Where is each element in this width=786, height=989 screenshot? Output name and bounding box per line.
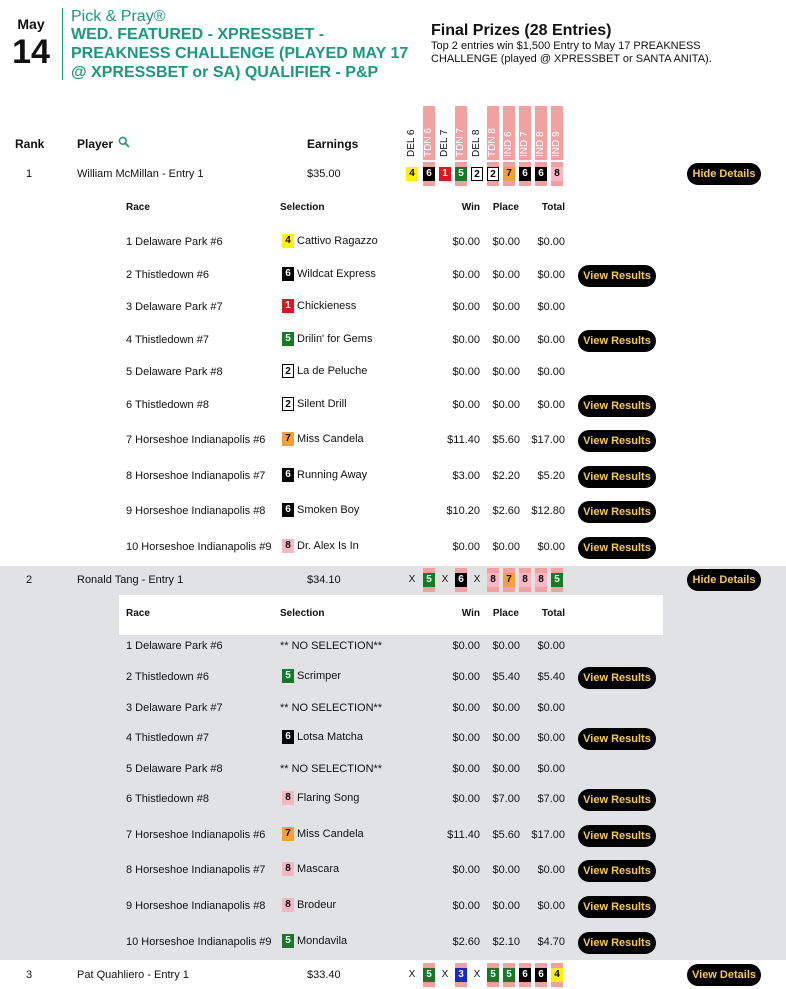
contest-title: WED. FEATURED - XPRESSBET - PREAKNESS CHALLENGE (PLAYED MAY 17 @ XPRESSBET or SA) QUALIFIER - P&P [71,26,409,81]
detail-header-selection: Selection [280,202,325,213]
player-name[interactable]: Ronald Tang - Entry 1 [77,574,184,586]
selection-horse-name: Dr. Alex Is In [297,540,359,552]
payout-place: $0.00 [492,269,520,281]
pick-cell-4 [455,568,467,592]
race-header-7 [503,106,515,160]
view-results-button[interactable]: View Results [578,825,656,847]
payout-place: $0.00 [492,301,520,313]
pick-cell-6 [487,162,499,186]
detail-header-win: Win [461,608,480,619]
race-header-8 [519,106,531,160]
event-day: 14 [12,33,50,71]
pick-number-badge: 8 [519,573,531,587]
race-name: 4 Thistledown #7 [126,334,209,346]
race-header-5 [471,106,483,160]
view-results-button[interactable]: View Results [578,537,656,559]
event-month: May [17,16,45,32]
selection-horse-name: Flaring Song [297,792,360,804]
payout-total: $5.40 [537,671,565,683]
detail-header-race: Race [126,608,150,619]
payout-place: $0.00 [492,732,520,744]
race-detail-row [0,326,786,356]
detail-header-selection: Selection [280,608,325,619]
pick-number-badge: 6 [535,167,547,181]
payout-win: $0.00 [452,334,480,346]
selection [282,299,356,315]
hide-details-button[interactable]: Hide Details [687,569,761,591]
payout-total: $0.00 [537,702,565,714]
race-name: 6 Thistledown #8 [126,399,209,411]
race-name: 10 Horseshoe Indianapolis #9 [126,541,272,553]
pick-number-badge: 2 [487,167,499,181]
pick-cell-8 [519,568,531,592]
pick-cell-8 [519,162,531,186]
race-detail-row [0,358,786,388]
detail-header-race: Race [126,202,150,213]
payout-total: $5.20 [537,470,565,482]
race-detail-row [0,821,786,851]
selection-number-badge: 4 [282,234,294,248]
pick-cell-5 [471,963,483,987]
pick-cell-9 [535,162,547,186]
race-name: 3 Delaware Park #7 [126,702,223,714]
hide-details-button[interactable]: Hide Details [687,163,761,185]
pick-cell-2 [423,963,435,987]
selection-number-badge: 8 [282,862,294,876]
selection [282,827,364,843]
view-details-button[interactable]: View Details [687,964,761,986]
pick-cell-7 [503,162,515,186]
pick-cell-1 [406,568,418,592]
pick-cell-3 [439,963,451,987]
race-header-10 [551,106,563,160]
pick-cell-6 [487,963,499,987]
payout-total: $0.00 [537,334,565,346]
pick-cell-10 [551,162,563,186]
payout-place: $0.00 [492,334,520,346]
payout-total: $0.00 [537,763,565,775]
payout-place: $0.00 [492,702,520,714]
view-results-button[interactable]: View Results [578,667,656,689]
pick-number-badge: 8 [535,573,547,587]
race-detail-row [0,533,786,563]
payout-win: $0.00 [452,702,480,714]
payout-win: $0.00 [452,640,480,652]
race-name: 1 Delaware Park #6 [126,236,223,248]
payout-win: $0.00 [452,793,480,805]
no-pick-mark: X [408,969,416,980]
payout-win: $0.00 [452,301,480,313]
payout-place: $0.00 [492,640,520,652]
view-results-button[interactable]: View Results [578,501,656,523]
pick-cell-8 [519,963,531,987]
payout-win: $0.00 [452,864,480,876]
payout-place: $5.60 [492,829,520,841]
detail-header-win: Win [461,202,480,213]
payout-win: $3.00 [452,470,480,482]
no-selection-label: ** NO SELECTION** [280,640,383,652]
pick-cell-5 [471,162,483,186]
view-results-button[interactable]: View Results [578,330,656,352]
pick-cell-5 [471,568,483,592]
pick-cell-2 [423,162,435,186]
payout-total: $0.00 [537,900,565,912]
race-header-1 [406,106,418,160]
no-selection-label: ** NO SELECTION** [280,702,383,714]
view-results-button[interactable]: View Results [578,395,656,417]
race-name: 9 Horseshoe Indianapolis #8 [126,900,266,912]
payout-win: $10.20 [446,505,480,517]
payout-place: $0.00 [492,541,520,553]
pick-number-badge: 6 [535,968,547,982]
player-rank: 2 [26,574,33,586]
race-name: 10 Horseshoe Indianapolis #9 [126,936,272,948]
pick-number-badge: 8 [551,167,563,181]
selection-number-badge: 6 [282,503,294,517]
player-column-header: Player [77,137,114,151]
race-header-6 [487,106,499,160]
selection-horse-name: Scrimper [297,670,342,682]
race-header-label: TDN 6 [423,128,434,157]
no-pick-mark: X [473,574,481,585]
selection [282,539,359,555]
view-results-button[interactable]: View Results [578,430,656,452]
payout-total: $0.00 [537,864,565,876]
race-name: 8 Horseshoe Indianapolis #7 [126,864,266,876]
prize-title: Final Prizes (28 Entries) [431,22,612,39]
pick-number-badge: 7 [503,167,515,181]
selection [282,267,376,283]
payout-total: $0.00 [537,236,565,248]
pick-cell-4 [455,963,467,987]
pick-number-badge: 6 [423,167,435,181]
player-earnings: $33.40 [307,969,341,981]
selection-horse-name: Miss Candela [297,433,364,445]
selection-number-badge: 5 [282,934,294,948]
selection-horse-name: Running Away [297,469,368,481]
selection [282,898,336,914]
selection [282,934,347,950]
pick-cell-7 [503,963,515,987]
player-name[interactable]: William McMillan - Entry 1 [77,168,204,180]
payout-total: $4.70 [537,936,565,948]
selection-horse-name: Miss Candela [297,828,364,840]
race-name: 5 Delaware Park #8 [126,366,223,378]
payout-place: $0.00 [492,763,520,775]
selection [282,364,367,380]
pick-cell-9 [535,963,547,987]
pick-number-badge: 6 [519,167,531,181]
pick-number-badge: 5 [423,573,435,587]
detail-header-place: Place [492,608,519,619]
race-header-label: IND 8 [535,131,546,157]
payout-place: $0.00 [492,864,520,876]
no-pick-mark: X [473,969,481,980]
no-pick-mark: X [441,574,449,585]
payout-place: $0.00 [492,399,520,411]
selection-number-badge: 6 [282,267,294,281]
view-results-button[interactable]: View Results [578,932,656,954]
payout-place: $0.00 [492,236,520,248]
pick-cell-4 [455,162,467,186]
selection-horse-name: Wildcat Express [297,268,376,280]
view-results-button[interactable]: View Results [578,789,656,811]
race-header-3 [439,106,451,160]
selection-number-badge: 8 [282,791,294,805]
selection-number-badge: 5 [282,332,294,346]
payout-win: $0.00 [452,236,480,248]
view-results-button[interactable]: View Results [578,466,656,488]
no-pick-mark: X [441,969,449,980]
pick-number-badge: 4 [551,968,563,982]
payout-win: $0.00 [452,366,480,378]
race-header-label: TDN 7 [455,128,466,157]
race-name: 8 Horseshoe Indianapolis #7 [126,470,266,482]
race-detail-row [0,755,786,785]
race-detail-row [0,462,786,492]
selection-number-badge: 8 [282,539,294,553]
selection-horse-name: Smoken Boy [297,504,360,516]
race-header-label: DEL 8 [471,129,482,157]
payout-win: $0.00 [452,900,480,912]
rank-column-header: Rank [15,137,45,151]
payout-total: $0.00 [537,301,565,313]
selection-horse-name: Silent Drill [297,398,347,410]
payout-win: $0.00 [452,763,480,775]
race-detail-row [0,391,786,421]
selection [282,503,359,519]
pick-cell-3 [439,568,451,592]
selection-number-badge: 7 [282,827,294,841]
payout-total: $12.80 [531,505,565,517]
race-detail-row [0,228,786,258]
payout-place: $2.60 [492,505,520,517]
race-header-label: DEL 6 [406,129,417,157]
selection-number-badge: 7 [282,432,294,446]
player-name[interactable]: Pat Quahliero - Entry 1 [77,969,189,981]
payout-place: $0.00 [492,366,520,378]
detail-header-total: Total [541,202,565,213]
payout-total: $0.00 [537,399,565,411]
pick-number-badge: 8 [487,573,499,587]
pick-number-badge: 2 [471,167,483,181]
detail-header-place: Place [492,202,519,213]
detail-header-panel [119,595,663,635]
pick-number-badge: 5 [455,167,467,181]
selection-horse-name: Mondavila [297,935,348,947]
pick-number-badge: 6 [519,968,531,982]
selection [282,862,339,878]
selection-horse-name: Drilin' for Gems [297,333,373,345]
player-row-1 [0,162,786,186]
payout-total: $17.00 [531,829,565,841]
pick-cell-1 [406,963,418,987]
payout-total: $0.00 [537,269,565,281]
payout-total: $7.00 [537,793,565,805]
race-name: 2 Thistledown #6 [126,671,209,683]
selection-number-badge: 2 [282,364,294,378]
payout-win: $0.00 [452,269,480,281]
pick-cell-10 [551,963,563,987]
payout-win: $0.00 [452,671,480,683]
pick-cell-10 [551,568,563,592]
payout-win: $0.00 [452,541,480,553]
header-divider [62,8,63,80]
payout-total: $0.00 [537,640,565,652]
race-header-label: IND 9 [551,131,562,157]
selection-number-badge: 1 [282,299,294,313]
race-detail-row [0,724,786,754]
pick-number-badge: 1 [439,167,451,181]
brand-name: Pick & Pray® [71,8,166,25]
payout-place: $7.00 [492,793,520,805]
race-name: 7 Horseshoe Indianapolis #6 [126,434,266,446]
selection [282,397,347,413]
selection [282,730,363,746]
player-rank: 1 [26,168,33,180]
selection-horse-name: Cattivo Ragazzo [297,235,378,247]
search-icon[interactable] [118,136,130,148]
race-name: 4 Thistledown #7 [126,732,209,744]
selection-horse-name: Lotsa Matcha [297,731,364,743]
earnings-column-header: Earnings [307,137,359,151]
race-detail-row [0,785,786,815]
race-name: 3 Delaware Park #7 [126,301,223,313]
race-detail-row [0,663,786,693]
payout-place: $5.60 [492,434,520,446]
race-detail-row [0,426,786,456]
race-name: 7 Horseshoe Indianapolis #6 [126,829,266,841]
payout-total: $0.00 [537,541,565,553]
selection [282,468,367,484]
payout-place: $0.00 [492,900,520,912]
selection [282,332,372,348]
payout-total: $17.00 [531,434,565,446]
selection [282,669,341,685]
pick-cell-3 [439,162,451,186]
race-detail-row [0,694,786,724]
payout-win: $11.40 [447,829,480,841]
player-row-2 [0,568,786,592]
race-header-9 [535,106,547,160]
payout-win: $0.00 [452,732,480,744]
race-header-2 [423,106,435,160]
payout-place: $2.20 [492,470,520,482]
race-detail-row [0,497,786,527]
race-name: 6 Thistledown #8 [126,793,209,805]
race-detail-row [0,293,786,323]
prize-description: Top 2 entries win $1,500 Entry to May 17 PREAKNESS CHALLENGE (played @ XPRESSBET or SANTA ANITA). [431,40,712,65]
pick-number-badge: 7 [503,573,515,587]
pick-number-badge: 5 [487,968,499,982]
payout-place: $2.10 [492,936,520,948]
pick-number-badge: 3 [455,968,467,982]
payout-total: $0.00 [537,366,565,378]
payout-win: $2.60 [452,936,480,948]
selection [282,432,364,448]
pick-number-badge: 4 [406,167,418,181]
event-date [10,16,52,72]
player-earnings: $35.00 [307,168,341,180]
pick-cell-2 [423,568,435,592]
pick-cell-1 [406,162,418,186]
pick-number-badge: 6 [455,573,467,587]
detail-header-total: Total [541,608,565,619]
payout-total: $0.00 [537,732,565,744]
selection-number-badge: 6 [282,468,294,482]
selection-horse-name: Chickieness [297,300,357,312]
race-header-label: DEL 7 [439,129,450,157]
selection-number-badge: 6 [282,730,294,744]
race-detail-row [0,261,786,291]
selection-horse-name: Brodeur [297,899,337,911]
view-results-button[interactable]: View Results [578,860,656,882]
payout-place: $5.40 [492,671,520,683]
selection-horse-name: Mascara [297,863,340,875]
race-detail-row [0,928,786,958]
no-selection-label: ** NO SELECTION** [280,763,383,775]
race-name: 2 Thistledown #6 [126,269,209,281]
player-earnings: $34.10 [307,574,341,586]
race-header-4 [455,106,467,160]
race-detail-row [0,856,786,886]
player-row-3 [0,963,786,987]
race-name: 9 Horseshoe Indianapolis #8 [126,505,266,517]
race-detail-row [0,892,786,922]
selection-number-badge: 5 [282,669,294,683]
race-header-label: IND 7 [519,131,530,157]
player-rank: 3 [26,969,33,981]
view-results-button[interactable]: View Results [578,728,656,750]
selection [282,791,359,807]
payout-win: $0.00 [452,399,480,411]
race-name: 5 Delaware Park #8 [126,763,223,775]
race-name: 1 Delaware Park #6 [126,640,223,652]
view-results-button[interactable]: View Results [578,265,656,287]
selection [282,234,378,250]
race-header-label: TDN 8 [487,128,498,157]
selection-number-badge: 8 [282,898,294,912]
pick-number-badge: 5 [503,968,515,982]
selection-number-badge: 2 [282,397,294,411]
payout-win: $11.40 [447,434,480,446]
race-header-label: IND 6 [503,131,514,157]
pick-number-badge: 5 [551,573,563,587]
pick-number-badge: 5 [423,968,435,982]
pick-cell-9 [535,568,547,592]
view-results-button[interactable]: View Results [578,896,656,918]
pick-cell-7 [503,568,515,592]
race-detail-row [0,632,786,662]
selection-horse-name: La de Peluche [297,365,368,377]
pick-cell-6 [487,568,499,592]
no-pick-mark: X [408,574,416,585]
